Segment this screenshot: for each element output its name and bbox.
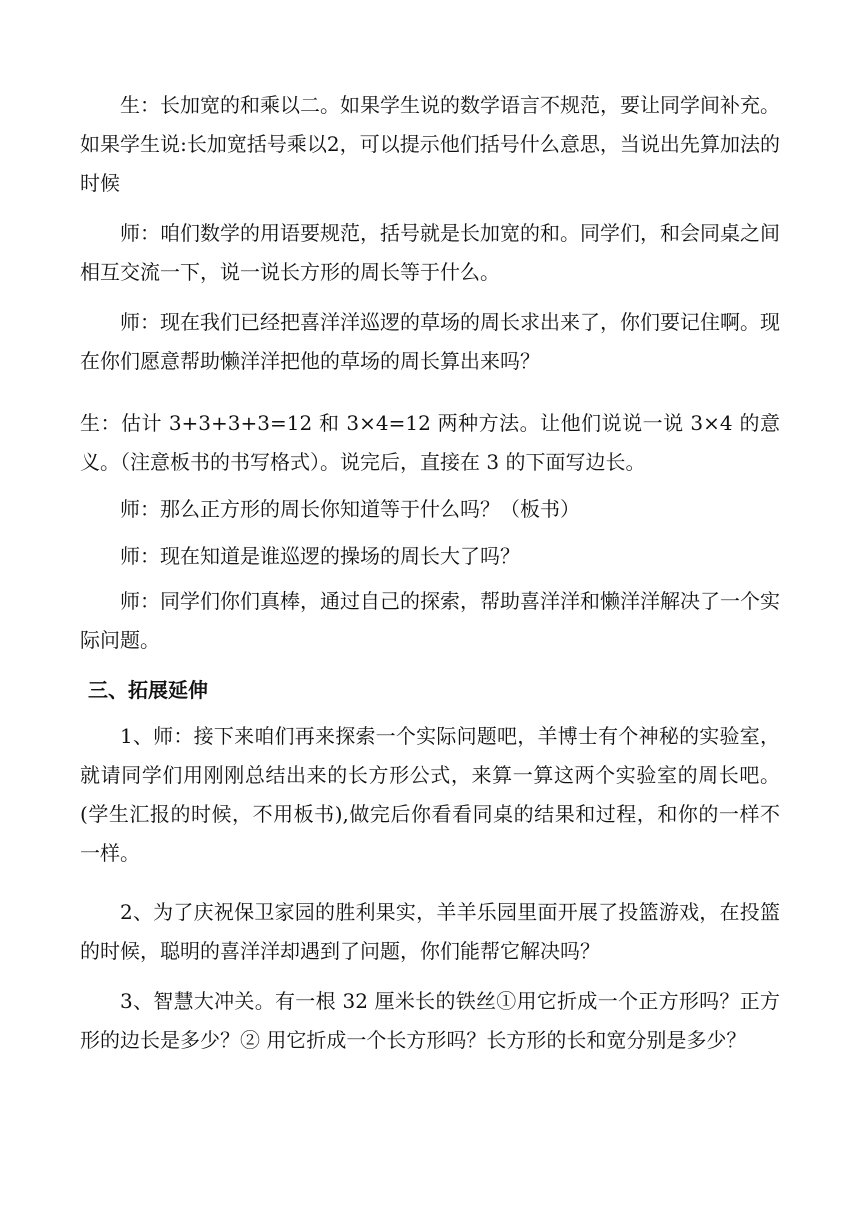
paragraph-teacher-praise: 师：同学们你们真棒，通过自己的探索，帮助喜洋洋和懒洋洋解决了一个实际问题。 <box>80 589 780 652</box>
paragraph-teacher-square-perimeter: 师：那么正方形的周长你知道等于什么吗？（板书） <box>120 497 580 521</box>
paragraph-item-1-laboratory: 1、师：接下来咱们再来探索一个实际问题吧，羊博士有个神秘的实验室，就请同学们用刚刚总结出来的长方形公式，来算一算这两个实验室的周长吧。(学生汇报的时候，不用板书),做完后你看看同桌的结果和过程，和你的一样不一样。 <box>80 724 780 865</box>
paragraph-item-3-wire-challenge: 3、智慧大冲关。有一根 32 厘米长的铁丝①用它折成一个正方形吗？正方形的边长是多少？② 用它折成一个长方形吗？长方形的长和宽分别是多少？ <box>80 989 780 1052</box>
paragraph-student-estimate-methods: 生：估计 3+3+3+3=12 和 3×4=12 两种方法。让他们说说一说 3×4 的意义。（注意板书的书写格式）。说完后，直接在 3 的下面写边长。 <box>80 411 780 474</box>
paragraph-item-2-basketball: 2、为了庆祝保卫家园的胜利果实，羊羊乐园里面开展了投篮游戏，在投篮的时候，聪明的喜洋洋却遇到了问题，你们能帮它解决吗？ <box>80 900 780 963</box>
paragraph-teacher-math-language: 师：咱们数学的用语要规范，括号就是长加宽的和。同学们，和会同桌之间相互交流一下，说一说长方形的周长等于什么。 <box>80 221 780 284</box>
paragraph-teacher-grassland-perimeter: 师：现在我们已经把喜洋洋巡逻的草场的周长求出来了，你们要记住啊。现在你们愿意帮助懒洋洋把他的草场的周长算出来吗？ <box>80 310 780 373</box>
section-heading-extension: 三、拓展延伸 <box>88 678 208 702</box>
paragraph-teacher-which-larger: 师：现在知道是谁巡逻的操场的周长大了吗？ <box>120 544 520 568</box>
paragraph-student-answer-length-width: 生：长加宽的和乘以二。如果学生说的数学语言不规范，要让同学间补充。如果学生说:长加宽括号乘以2，可以提示他们括号什么意思，当说出先算加法的时候 <box>80 93 780 195</box>
